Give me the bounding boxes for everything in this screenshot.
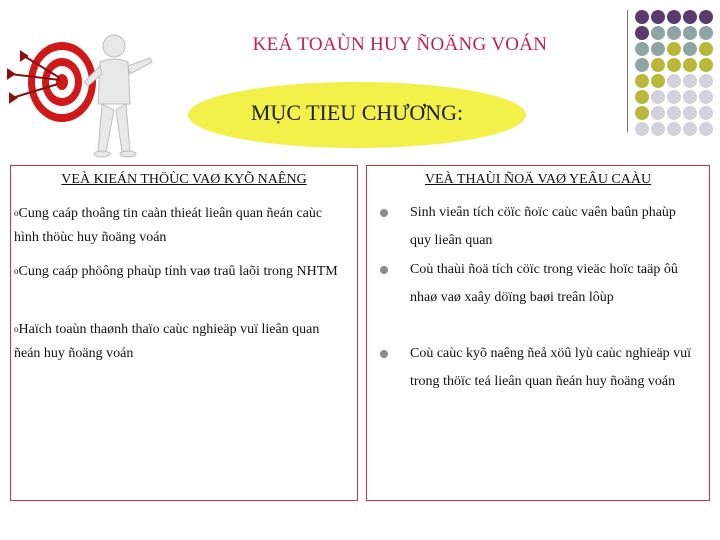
bullet-icon (380, 266, 388, 274)
decorative-dot (667, 26, 681, 40)
list-item (14, 201, 344, 250)
target-illustration (4, 12, 174, 162)
list-marker: o (14, 324, 19, 334)
divider (627, 10, 628, 132)
list-marker: o (14, 266, 19, 276)
decorative-dot (667, 74, 681, 88)
decorative-dot (699, 74, 713, 88)
right-panel-heading: VEÀ THAÙI ÑOÄ VAØ YEÂU CAÀU (424, 172, 652, 187)
decorative-dot (635, 42, 649, 56)
decorative-dot (635, 106, 649, 120)
decorative-dot (651, 10, 665, 24)
decorative-dot (667, 90, 681, 104)
decorative-dot (683, 74, 697, 88)
decorative-dot (635, 10, 649, 24)
decorative-dot (683, 106, 697, 120)
page-title: KEÁ TOAÙN HUY ÑOÄNG VOÁN (252, 34, 548, 55)
decorative-dot (683, 58, 697, 72)
list-item: Sinh vieân tích cöïc ñoïc caùc vaên baûn phaùp quy lieân quan (410, 205, 676, 248)
list-item-text: Cung caáp thoâng tin caàn thieát lieân quan ñeán caùc hình thöùc huy ñoäng voán (14, 206, 323, 245)
decorative-dot (699, 10, 713, 24)
list-item: Coù caùc kyõ naêng ñeå xöû lyù caùc nghieäp vuï trong thöïc teá lieân quan ñeán huy ñoäng voán (410, 346, 692, 389)
decorative-dot (635, 90, 649, 104)
decorative-dot (699, 42, 713, 56)
decorative-dot (683, 90, 697, 104)
list-marker: o (14, 208, 19, 218)
decorative-dot (683, 122, 697, 136)
list-item (14, 259, 344, 284)
decorative-dot (683, 42, 697, 56)
decorative-dot (635, 122, 649, 136)
decorative-dot (667, 10, 681, 24)
decorative-dot (651, 122, 665, 136)
decorative-dot (651, 106, 665, 120)
decorative-dot (667, 42, 681, 56)
decorative-dot (699, 26, 713, 40)
person-icon (84, 35, 152, 157)
decorative-dot (683, 26, 697, 40)
decorative-dot (635, 74, 649, 88)
bullet-icon (380, 209, 388, 217)
decorative-dot (699, 58, 713, 72)
decorative-dot (651, 42, 665, 56)
list-item: Coù thaùi ñoä tích cöïc trong vieäc hoïc taäp ôû nhaø vaø xaây döïng baøi treân lôùp (410, 262, 678, 305)
left-panel-heading: VEÀ KIEÁN THÖÙC VAØ KYÕ NAÊNG (61, 172, 307, 187)
decorative-dot (635, 26, 649, 40)
decorative-dot (699, 122, 713, 136)
list-item-text: Haïch toaùn thaønh thaïo caùc nghieäp vuï lieân quan ñeán huy ñoäng voán (14, 322, 320, 361)
decorative-dot (667, 122, 681, 136)
decorative-dot (667, 58, 681, 72)
list-item (14, 317, 344, 366)
list-item-text: Cung caáp phöông phaùp tính vaø traû laõi trong NHTM (18, 264, 338, 279)
decorative-dot (651, 74, 665, 88)
decorative-dot (651, 26, 665, 40)
decorative-dot (667, 106, 681, 120)
decorative-dot (651, 90, 665, 104)
page-subtitle: MỤC TIEU CHƯƠNG: (250, 100, 464, 125)
decorative-dot (683, 10, 697, 24)
decorative-dot (635, 58, 649, 72)
decorative-dot (651, 58, 665, 72)
decorative-dot (699, 90, 713, 104)
bullet-icon (380, 350, 388, 358)
decorative-dot (699, 106, 713, 120)
